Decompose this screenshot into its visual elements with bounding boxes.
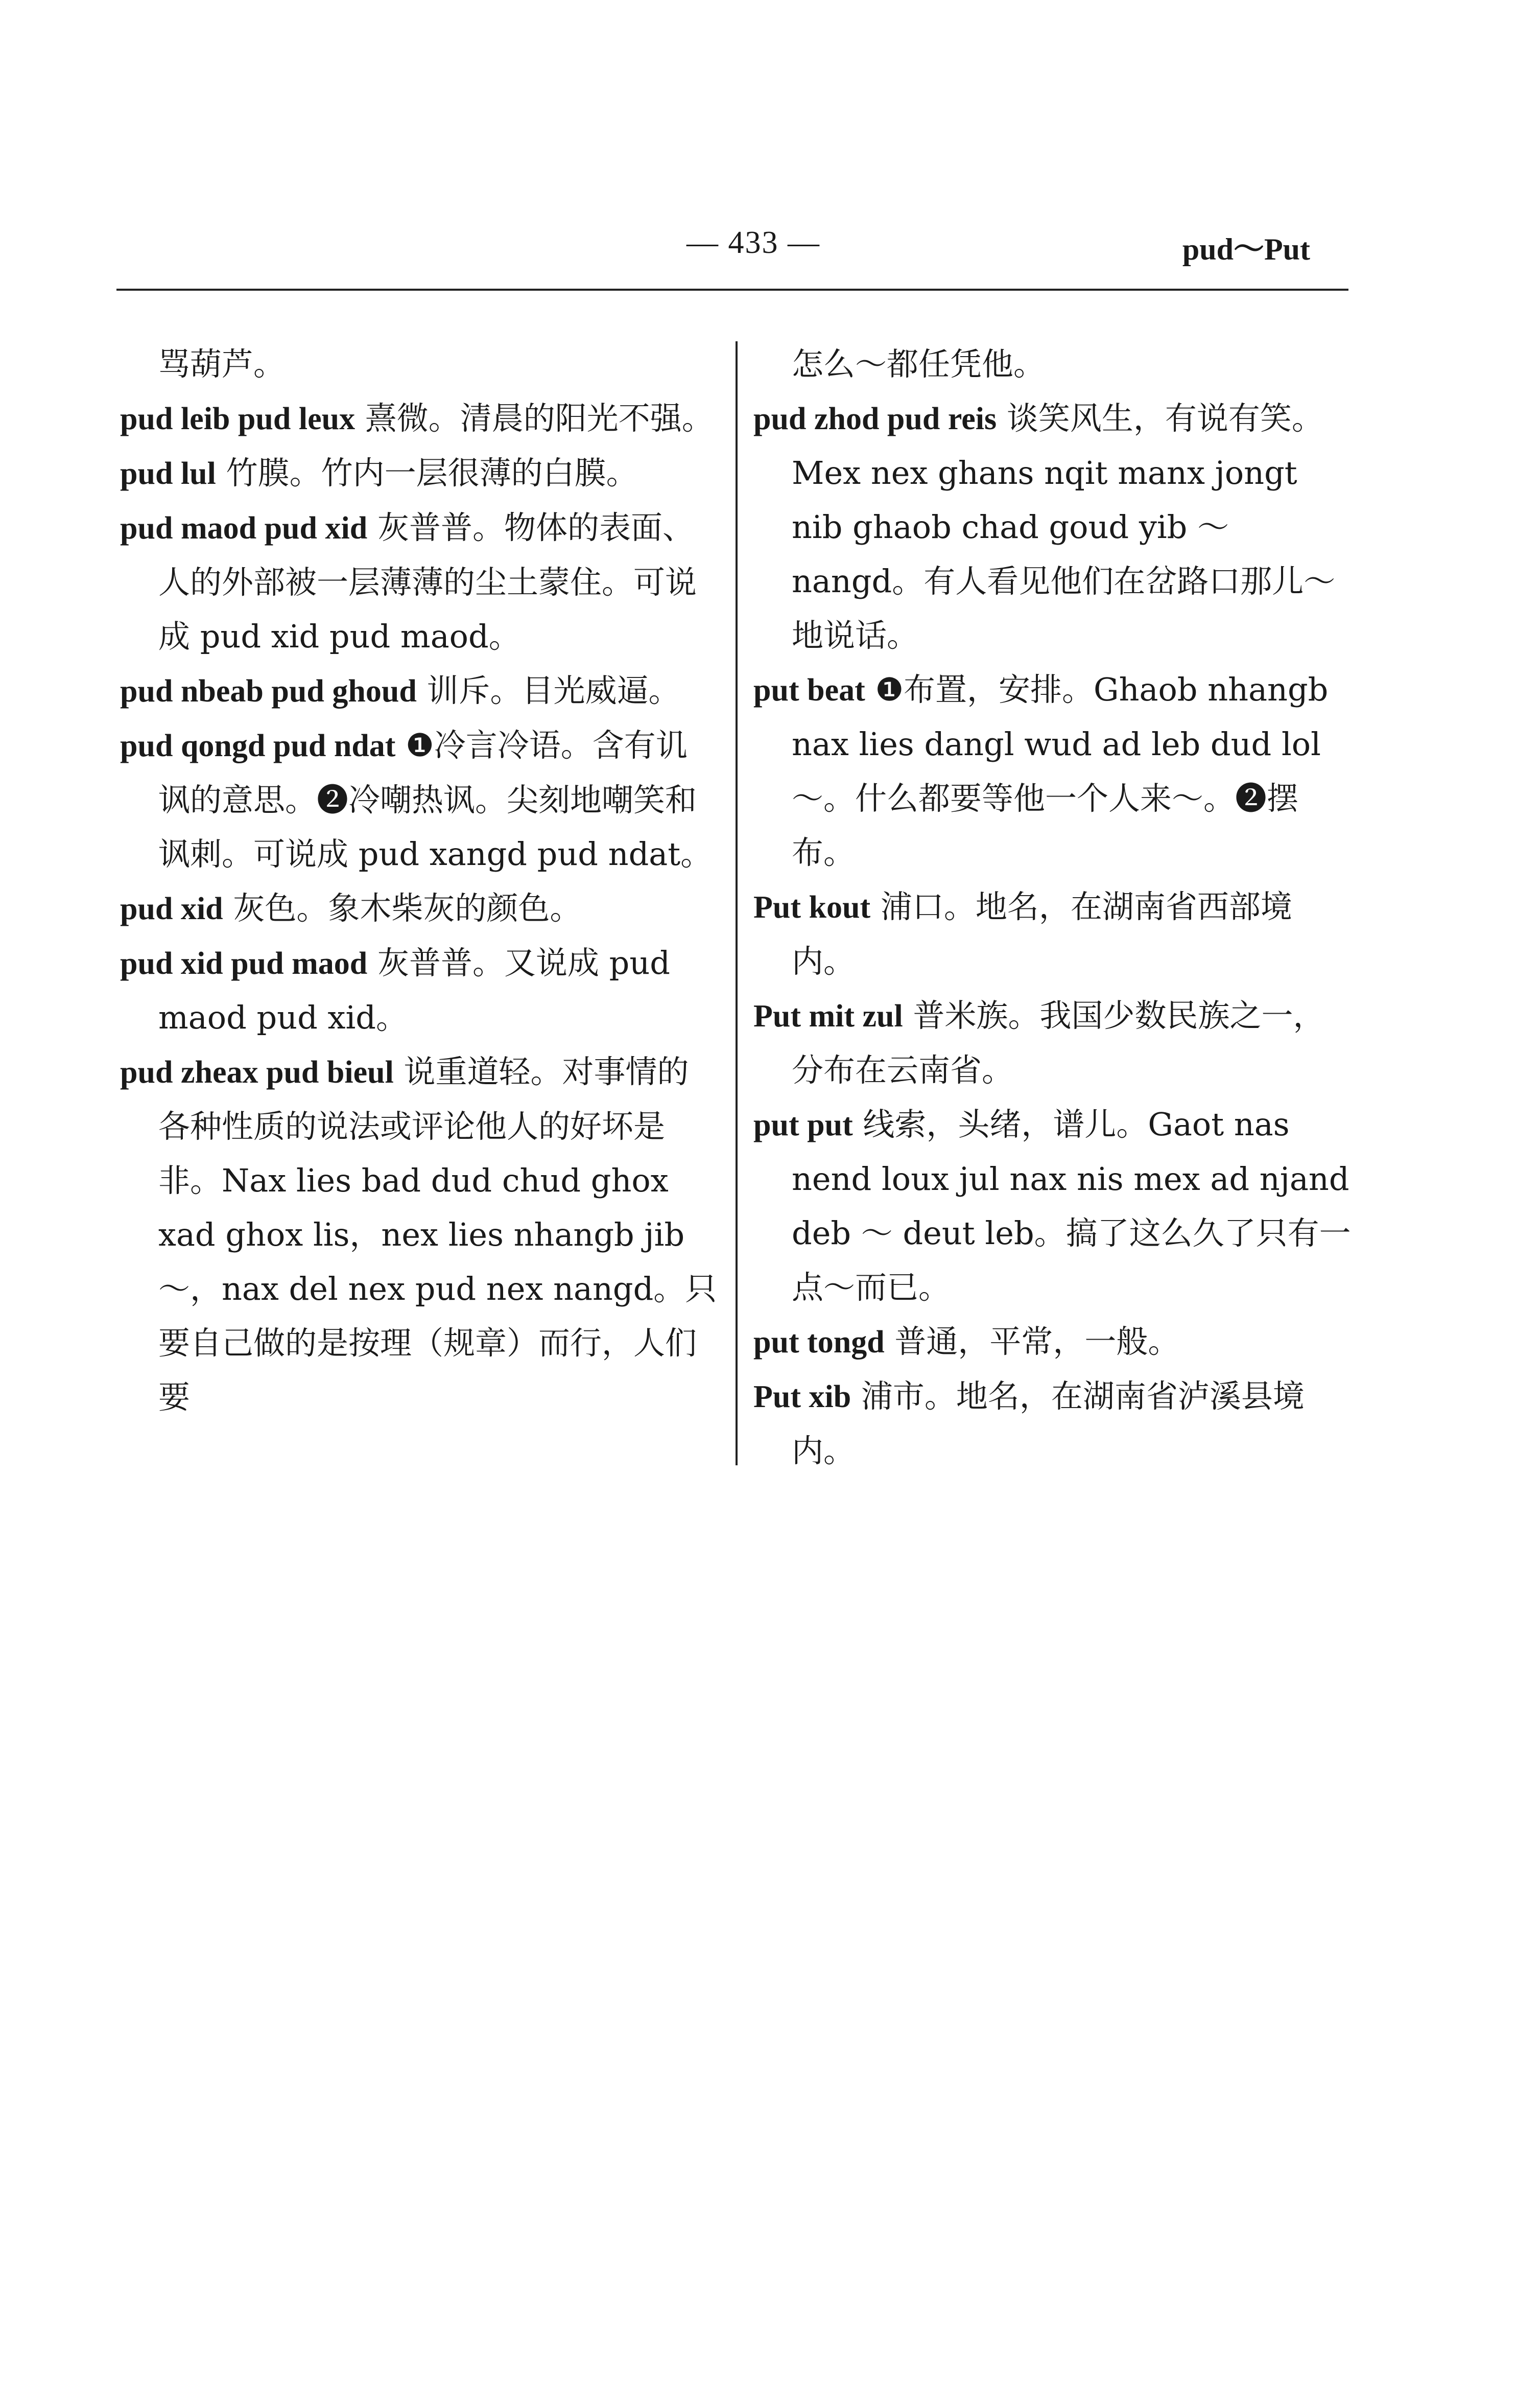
dictionary-entry	[753, 880, 1351, 989]
dictionary-entry	[120, 1045, 718, 1424]
entry-headword: pud leib pud leux	[120, 402, 356, 436]
dictionary-entry	[120, 391, 718, 446]
entry-definition: 普米族。我国少数民族之一，分布在云南省。	[792, 997, 1325, 1089]
entry-definition: 灰普普。又说成 pud maod pud xid。	[158, 944, 670, 1036]
entry-headword: pud zheax pud bieul	[120, 1055, 394, 1090]
running-head: pud～Put	[1182, 232, 1310, 266]
entry-definition: 说重道轻。对事情的各种性质的说法或评论他人的好坏是非。Nax lies bad dud chud ghox xad ghox lis，nex lies nhangb jib ～，nax del nex pud nex nangd。只要自己做的是按理（规章）而行，人们要	[158, 1053, 717, 1416]
dictionary-entry	[120, 718, 718, 881]
entry-definition: 谈笑风生，有说有笑。Mex nex ghans nqit manx jongt nib ghaob chad goud yib ～ nangd。有人看见他们在岔路口那儿～地说话。	[792, 400, 1336, 654]
dictionary-entry-continuation	[120, 337, 718, 391]
entry-headword: pud xid pud maod	[120, 946, 368, 981]
dictionary-entry	[753, 391, 1351, 663]
dictionary-entry	[753, 663, 1351, 880]
page-number: — 433 —	[686, 225, 820, 260]
entry-definition: 竹膜。竹内一层很薄的白膜。	[216, 454, 638, 492]
left-column	[120, 337, 718, 1424]
dictionary-entry	[120, 664, 718, 718]
entry-definition: 线索，头绪，谱儿。Gaot nas nend loux jul nax nis mex ad njand deb ～ deut leb。搞了这么久了只有一点～而已。	[792, 1106, 1351, 1306]
entry-definition: 浦市。地名，在湖南省泸溪县境内。	[792, 1377, 1305, 1469]
entry-headword: pud maod pud xid	[120, 511, 368, 546]
entry-headword: Put kout	[753, 890, 871, 925]
entry-definition: ❶冷言冷语。含有讥讽的意思。❷冷嘲热讽。尖刻地嘲笑和讽刺。可说成 pud xangd pud ndat。	[158, 727, 713, 873]
dictionary-entry	[120, 881, 718, 936]
header-rule	[116, 289, 1348, 291]
dictionary-entry	[120, 446, 718, 501]
entry-definition: 骂葫芦。	[158, 345, 286, 383]
entry-definition: ❶布置，安排。Ghaob nhangb nax lies dangl wud ad leb dud lol ～。什么都要等他一个人来～。❷摆布。	[792, 671, 1329, 871]
dictionary-entry	[753, 1097, 1351, 1315]
entry-headword: put tongd	[753, 1325, 885, 1360]
entry-headword: put put	[753, 1108, 853, 1142]
entry-headword: pud nbeab pud ghoud	[120, 674, 417, 709]
dictionary-entry	[753, 989, 1351, 1097]
dictionary-entry	[120, 936, 718, 1045]
entry-headword: put beat	[753, 673, 865, 708]
entry-headword: pud lul	[120, 456, 216, 491]
entry-definition: 灰普普。物体的表面、人的外部被一层薄薄的尘土蒙住。可说成 pud xid pud maod。	[158, 509, 697, 655]
entry-definition: 训斥。目光威逼。	[416, 672, 680, 709]
dictionary-entry	[753, 1315, 1351, 1369]
entry-definition: 浦口。地名，在湖南省西部境内。	[792, 888, 1292, 980]
entry-headword: Put mit zul	[753, 999, 903, 1034]
entry-definition: 灰色。象木柴灰的颜色。	[223, 890, 582, 927]
dictionary-entry-continuation	[753, 337, 1351, 391]
entry-definition: 熹微。清晨的阳光不强。	[355, 400, 714, 437]
entry-headword: pud qongd pud ndat	[120, 729, 396, 763]
entry-headword: pud xid	[120, 892, 223, 926]
entry-headword: Put xib	[753, 1379, 851, 1414]
entry-headword: pud zhod pud reis	[753, 402, 997, 436]
entry-definition: 怎么～都任凭他。	[792, 345, 1046, 383]
dictionary-entry	[753, 1369, 1351, 1478]
column-divider	[736, 341, 738, 1465]
dictionary-entry	[120, 501, 718, 664]
entry-definition: 普通，平常，一般。	[884, 1323, 1180, 1360]
right-column	[753, 337, 1351, 1478]
